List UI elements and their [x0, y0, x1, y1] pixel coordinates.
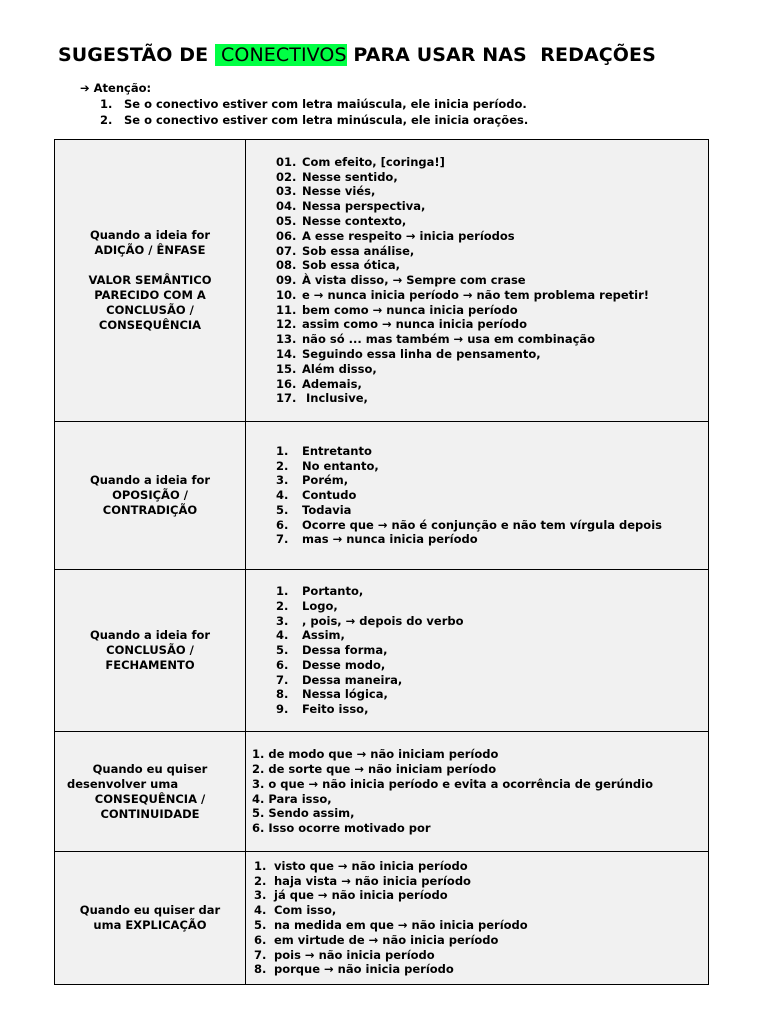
category-cell: [55, 140, 246, 422]
row-oposicao: [55, 422, 709, 570]
attention-block: [80, 80, 528, 128]
item-text: Além disso,: [302, 361, 377, 376]
list-item: [252, 859, 708, 874]
list-item: [252, 584, 708, 599]
item-text: Portanto,: [302, 583, 364, 598]
list-item: [252, 229, 708, 244]
list-item: [252, 347, 708, 362]
item-number: 7.: [276, 532, 289, 547]
note-text: Se o conectivo estiver com letra maiúscula, ele inicia período.: [124, 97, 527, 111]
category-cell: [55, 422, 246, 570]
category-line: OPOSIÇÃO /: [112, 488, 188, 502]
connectives-cell: [246, 570, 709, 732]
item-text: Nesse contexto,: [302, 213, 407, 228]
item-number: 13.: [276, 332, 297, 347]
item-text: não só ... mas também → usa em combinação: [302, 332, 596, 347]
list-item: [252, 643, 708, 658]
category-line: CONCLUSÃO /: [106, 303, 194, 317]
list-item: [252, 806, 708, 821]
item-number: 07.: [276, 243, 297, 258]
item-text: mas → nunca inicia período: [302, 532, 478, 547]
list-item: [252, 933, 708, 948]
row-consequencia: [55, 732, 709, 852]
item-text: visto que → não inicia período: [274, 858, 468, 873]
item-number: 8.: [254, 962, 267, 977]
item-number: 1.: [254, 858, 267, 873]
category-line: CONTRADIÇÃO: [102, 503, 198, 517]
list-item: [252, 673, 708, 688]
category-line: CONSEQUÊNCIA /: [94, 791, 206, 806]
item-number: 8.: [276, 687, 289, 702]
connectives-list: [252, 584, 708, 717]
item-number: 3.: [254, 888, 267, 903]
item-number: 2.: [276, 458, 289, 473]
item-number: 09.: [276, 273, 297, 288]
item-number: 2.: [254, 873, 267, 888]
category-line: FECHAMENTO: [105, 658, 195, 672]
item-number: 17.: [276, 391, 297, 406]
item-number: 08.: [276, 258, 297, 273]
item-number: 7.: [276, 672, 289, 687]
list-item: [252, 332, 708, 347]
category-line: Quando a ideia for: [89, 228, 211, 242]
item-number: 2.: [276, 598, 289, 613]
list-item: [252, 244, 708, 259]
item-number: 6.: [254, 932, 267, 947]
list-item: [252, 362, 708, 377]
item-text: Nesse viés,: [302, 184, 376, 199]
list-item: [252, 473, 708, 488]
item-text: pois → não inicia período: [274, 947, 435, 962]
item-text: , pois, → depois do verbo: [302, 613, 464, 628]
list-item: [252, 821, 708, 836]
item-text: Entretanto: [302, 443, 372, 458]
arrow-right-icon: ➔: [80, 81, 90, 95]
connectives-cell: [246, 852, 709, 985]
item-number: 06.: [276, 228, 297, 243]
item-text: Dessa maneira,: [302, 672, 403, 687]
list-item: [252, 199, 708, 214]
item-text: na medida em que → não inicia período: [274, 918, 528, 932]
attention-note: [100, 96, 528, 112]
item-text: em virtude de → não inicia período: [274, 932, 499, 947]
row-conclusao: [55, 570, 709, 732]
list-item: [252, 377, 708, 392]
item-text: Todavia: [302, 502, 352, 517]
item-text: Desse modo,: [302, 657, 386, 672]
item-number: 5.: [276, 643, 289, 658]
category-cell: [55, 570, 246, 732]
item-text: A esse respeito → inicia períodos: [302, 228, 515, 243]
item-text: Seguindo essa linha de pensamento,: [302, 347, 541, 362]
note-text: Se o conectivo estiver com letra minúscula, ele inicia orações.: [124, 113, 529, 127]
item-number: 03.: [276, 184, 297, 199]
list-item: [252, 503, 708, 518]
note-number: 2.: [100, 113, 113, 127]
item-text: Logo,: [302, 598, 338, 613]
list-item: [252, 184, 708, 199]
attention-note: [100, 112, 528, 128]
item-number: 5.: [276, 502, 289, 517]
item-number: 05.: [276, 213, 297, 228]
list-item: [252, 918, 708, 933]
item-text: Assim,: [302, 628, 345, 643]
list-item: [252, 303, 708, 318]
item-number: 5.: [254, 918, 267, 932]
category-line: [67, 258, 233, 273]
list-item: [252, 459, 708, 474]
item-number: 10.: [276, 287, 297, 302]
item-text: Nessa perspectiva,: [302, 199, 426, 214]
category-line: CONCLUSÃO /: [106, 643, 194, 657]
item-text: Com isso,: [274, 903, 337, 918]
connectives-table: [54, 139, 709, 985]
category-line: VALOR SEMÂNTICO: [88, 273, 212, 287]
category-line: CONTINUIDADE: [100, 806, 200, 821]
item-number: 1.: [276, 443, 289, 458]
category-line: uma EXPLICAÇÃO: [93, 918, 207, 932]
list-item: [252, 777, 708, 792]
item-text: porque → não inicia período: [274, 962, 454, 977]
item-number: 9.: [276, 702, 289, 717]
list-item: [252, 155, 708, 170]
category-line: PARECIDO COM A: [94, 288, 206, 302]
row-adicao: [55, 140, 709, 422]
item-text: 6. Isso ocorre motivado por: [252, 821, 431, 836]
category-line: CONSEQUÊNCIA: [98, 318, 202, 332]
item-text: 3. o que → não inicia período e evita a ocorrência de gerúndio: [252, 776, 653, 791]
connectives-list: [252, 155, 708, 407]
item-number: 01.: [276, 154, 297, 169]
list-item: [252, 792, 708, 807]
category-line: ADIÇÃO / ÊNFASE: [94, 243, 206, 257]
attention-heading: [80, 80, 528, 96]
item-number: 16.: [276, 376, 297, 391]
item-number: 6.: [276, 517, 289, 532]
list-item: [252, 391, 708, 406]
list-item: [252, 658, 708, 673]
item-number: 3.: [276, 613, 289, 628]
item-text: Feito isso,: [302, 702, 369, 717]
item-text: assim como → nunca inicia período: [302, 317, 528, 332]
title-suffix: PARA USAR NAS REDAÇÕES: [346, 44, 656, 66]
attention-label: Atenção:: [93, 81, 152, 95]
category-line: Quando eu quiser dar: [79, 903, 221, 917]
category-line: Quando a ideia for: [89, 628, 211, 642]
item-text: Ocorre que → não é conjunção e não tem vírgula depois: [302, 517, 662, 532]
item-text: Sob essa análise,: [302, 243, 415, 258]
item-text: Dessa forma,: [302, 643, 388, 658]
item-number: 04.: [276, 199, 297, 214]
list-item: [252, 903, 708, 918]
list-item: [252, 214, 708, 229]
list-item: [252, 702, 708, 717]
item-number: 1.: [276, 583, 289, 598]
list-item: [252, 258, 708, 273]
list-item: [252, 948, 708, 963]
list-item: [252, 628, 708, 643]
category-cell: [55, 732, 246, 852]
list-item: [252, 599, 708, 614]
connectives-list: [252, 747, 708, 836]
item-number: 7.: [254, 947, 267, 962]
list-item: [252, 444, 708, 459]
connectives-cell: [246, 422, 709, 570]
item-number: 3.: [276, 473, 289, 488]
item-number: 11.: [276, 302, 297, 317]
list-item: [252, 518, 708, 533]
category-line: desenvolver uma: [67, 776, 179, 791]
item-text: bem como → nunca inicia período: [302, 302, 518, 317]
connectives-cell: [246, 732, 709, 852]
item-text: 5. Sendo assim,: [252, 806, 355, 821]
note-number: 1.: [100, 97, 113, 111]
title-highlight: CONECTIVOS: [214, 44, 347, 66]
item-text: 2. de sorte que → não iniciam período: [252, 761, 497, 776]
item-text: já que → não inicia período: [274, 888, 448, 903]
title-prefix: SUGESTÃO DE: [58, 44, 215, 66]
item-number: 4.: [276, 488, 289, 503]
attention-notes: [80, 96, 528, 128]
connectives-list: [252, 444, 708, 548]
item-text: Inclusive,: [302, 391, 368, 406]
item-text: À vista disso, → Sempre com crase: [302, 273, 526, 288]
item-number: 4.: [254, 903, 267, 918]
item-text: Ademais,: [302, 376, 362, 391]
item-text: Nessa lógica,: [302, 687, 388, 702]
list-item: [252, 687, 708, 702]
list-item: [252, 273, 708, 288]
list-item: [252, 317, 708, 332]
item-text: No entanto,: [302, 458, 379, 473]
connectives-list: [252, 859, 708, 977]
list-item: [252, 488, 708, 503]
item-text: Contudo: [302, 488, 357, 503]
item-number: 15.: [276, 361, 297, 376]
item-text: e → nunca inicia período → não tem problema repetir!: [302, 287, 650, 302]
list-item: [252, 532, 708, 547]
list-item: [252, 962, 708, 977]
list-item: [252, 762, 708, 777]
item-number: 12.: [276, 317, 297, 332]
list-item: [252, 170, 708, 185]
item-text: Sob essa ótica,: [302, 258, 400, 273]
list-item: [252, 747, 708, 762]
list-item: [252, 874, 708, 889]
item-text: Nesse sentido,: [302, 169, 398, 184]
item-text: 4. Para isso,: [252, 791, 332, 806]
item-text: Com efeito, [coringa!]: [302, 154, 445, 169]
item-text: 1. de modo que → não iniciam período: [252, 747, 499, 762]
item-number: 6.: [276, 657, 289, 672]
category-line: Quando a ideia for: [89, 473, 211, 487]
item-number: 02.: [276, 169, 297, 184]
connectives-cell: [246, 140, 709, 422]
page-title: [58, 44, 656, 66]
list-item: [252, 288, 708, 303]
list-item: [252, 614, 708, 629]
item-number: 14.: [276, 347, 297, 362]
item-text: Porém,: [302, 473, 349, 488]
list-item: [252, 888, 708, 903]
item-number: 4.: [276, 628, 289, 643]
row-explicacao: [55, 852, 709, 985]
category-cell: [55, 852, 246, 985]
category-line: Quando eu quiser: [92, 761, 208, 776]
item-text: haja vista → não inicia período: [274, 873, 471, 888]
